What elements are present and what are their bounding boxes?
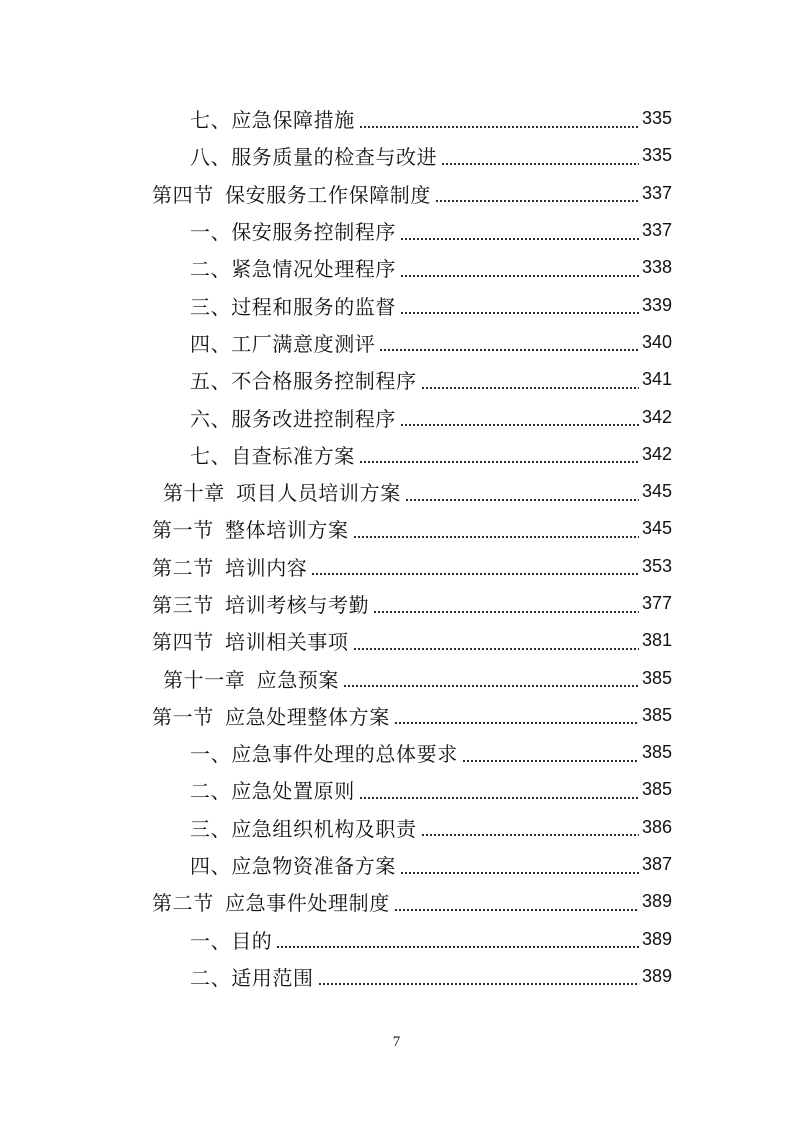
toc-entry-title: 二、紧急情况处理程序 (190, 259, 396, 282)
dot-leader (359, 796, 639, 800)
toc-entry-page: 385 (641, 704, 672, 725)
toc-entry (190, 921, 672, 958)
toc-entry-page: 337 (641, 220, 672, 241)
dot-leader (400, 237, 639, 241)
dot-leader (400, 274, 639, 278)
toc-entry-page: 339 (641, 294, 672, 315)
table-of-contents (0, 100, 793, 995)
toc-entry (190, 398, 672, 435)
toc-entry-page: 385 (641, 742, 672, 763)
toc-section-entry (152, 510, 672, 547)
dot-leader (400, 311, 639, 315)
toc-entry-page: 335 (641, 145, 672, 166)
toc-entry (190, 361, 672, 398)
dot-leader (373, 610, 639, 614)
toc-entry-page: 389 (641, 965, 672, 986)
dot-leader (421, 833, 639, 837)
toc-entry-page: 342 (641, 443, 672, 464)
toc-entry (190, 809, 672, 846)
dot-leader (435, 199, 639, 203)
toc-entry-title: 第三节 培训考核与考勤 (152, 595, 370, 617)
toc-entry-page: 338 (641, 257, 672, 278)
toc-section-entry (152, 585, 672, 622)
toc-entry-page: 335 (641, 108, 672, 129)
toc-entry (190, 100, 672, 137)
toc-entry-page: 345 (641, 481, 672, 502)
toc-entry (190, 846, 672, 883)
dot-leader (359, 460, 639, 464)
toc-entry (190, 212, 672, 249)
dot-leader (400, 423, 639, 427)
toc-entry (190, 286, 672, 323)
dot-leader (276, 945, 639, 949)
toc-entry-title: 五、不合格服务控制程序 (190, 371, 417, 394)
toc-entry (190, 436, 672, 473)
toc-entry-title: 八、服务质量的检查与改进 (190, 147, 438, 170)
toc-entry-page: 340 (641, 331, 672, 352)
toc-chapter-entry (163, 659, 672, 696)
toc-section-entry (152, 175, 672, 212)
toc-entry-page: 385 (641, 667, 672, 688)
dot-leader (400, 871, 639, 875)
toc-entry-title: 六、服务改进控制程序 (190, 408, 396, 431)
dot-leader (353, 535, 639, 539)
toc-entry-page: 389 (641, 891, 672, 912)
toc-entry-title: 三、应急组织机构及职责 (190, 818, 417, 841)
dot-leader (394, 908, 639, 912)
toc-entry-page: 387 (641, 854, 672, 875)
dot-leader (311, 572, 639, 576)
dot-leader (353, 647, 639, 651)
toc-section-entry (152, 883, 672, 920)
toc-entry-title: 四、工厂满意度测评 (190, 333, 376, 356)
toc-entry (190, 137, 672, 174)
toc-entry-page: 341 (641, 369, 672, 390)
dot-leader (421, 386, 639, 390)
toc-entry (190, 771, 672, 808)
toc-section-entry (152, 622, 672, 659)
toc-entry (190, 958, 672, 995)
toc-entry (190, 324, 672, 361)
toc-entry (190, 734, 672, 771)
toc-entry-title: 七、应急保障措施 (190, 110, 355, 133)
toc-section-entry (152, 697, 672, 734)
dot-leader (343, 684, 639, 688)
toc-entry-title: 第十一章 应急预案 (163, 669, 339, 692)
toc-entry-title: 一、目的 (190, 930, 273, 953)
toc-entry-page: 353 (641, 555, 672, 576)
dot-leader (441, 162, 639, 166)
toc-entry-title: 第二节 应急事件处理制度 (152, 893, 390, 916)
dot-leader (405, 498, 639, 502)
toc-entry-page: 345 (641, 518, 672, 539)
toc-entry-title: 第二节 培训内容 (152, 557, 308, 580)
toc-entry-title: 第一节 应急处理整体方案 (152, 706, 390, 729)
dot-leader (379, 348, 639, 352)
toc-entry-title: 第一节 整体培训方案 (152, 520, 349, 543)
toc-entry-title: 二、应急处置原则 (190, 781, 355, 804)
dot-leader (318, 982, 639, 986)
toc-entry-page: 381 (641, 630, 672, 651)
toc-section-entry (152, 548, 672, 585)
toc-entry-title: 第四节 保安服务工作保障制度 (152, 184, 431, 207)
toc-entry-page: 342 (641, 406, 672, 427)
toc-entry (190, 249, 672, 286)
toc-entry-page: 337 (641, 182, 672, 203)
toc-entry-page: 386 (641, 816, 672, 837)
toc-entry-title: 第四节 培训相关事项 (152, 632, 349, 655)
dot-leader (394, 721, 639, 725)
toc-entry-title: 一、应急事件处理的总体要求 (190, 744, 458, 767)
toc-entry-title: 二、适用范围 (190, 967, 314, 990)
page-number: 7 (392, 1034, 401, 1050)
dot-leader (359, 125, 639, 129)
toc-entry-title: 七、自查标准方案 (190, 445, 355, 468)
toc-entry-page: 389 (641, 928, 672, 949)
toc-entry-title: 第十章 项目人员培训方案 (163, 483, 401, 506)
toc-entry-page: 377 (641, 593, 672, 613)
toc-entry-title: 一、保安服务控制程序 (190, 222, 396, 245)
toc-entry-page: 385 (641, 779, 672, 800)
toc-entry-title: 三、过程和服务的监督 (190, 296, 396, 319)
toc-entry-title: 四、应急物资准备方案 (190, 856, 396, 879)
toc-chapter-entry (163, 473, 672, 510)
dot-leader (462, 759, 639, 763)
